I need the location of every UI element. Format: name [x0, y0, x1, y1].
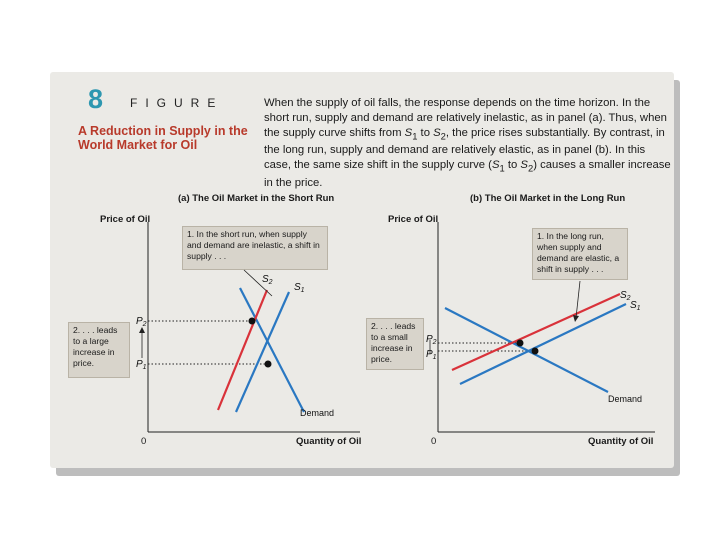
panel-b-equilibrium-old — [532, 348, 539, 355]
panel-a-y-axis-label: Price of Oil — [100, 214, 151, 225]
figure-title: A Reduction in Supply in the World Market for Oil — [78, 124, 248, 152]
panel-a-callout-price: 2. . . . leads to a large increase in price. — [68, 322, 130, 378]
panel-a-title: (a) The Oil Market in the Short Run — [178, 193, 335, 204]
panel-b-demand-label: Demand — [608, 394, 643, 404]
panel-b-title: (b) The Oil Market in the Long Run — [470, 193, 626, 204]
panel-b-supply-s1-curve — [460, 304, 626, 384]
panel-b-shift-arrowhead — [573, 315, 579, 322]
panel-a-s2-label: $S_2$ — [262, 274, 273, 286]
figure-number: 8 — [88, 84, 104, 114]
panel-a-supply-s2-curve — [218, 290, 267, 410]
panel-b-s1-label: $S_1$ — [630, 300, 641, 312]
panel-a-callout-shift: 1. In the short run, when supply and demand are inelastic, a shift in supply . . . — [182, 226, 328, 270]
panel-a-origin: 0 — [141, 436, 147, 447]
panel-b-callout-shift: 1. In the long run, when supply and demand are elastic, a shift in supply . . . — [532, 228, 628, 280]
panel-b-p1-label: $P_1$ — [426, 349, 437, 361]
panel-b-s2-label: $S_2$ — [620, 290, 631, 302]
panel-b-origin: 0 — [431, 436, 437, 447]
panel-a-p1-label: $P_1$ — [136, 359, 147, 371]
panel-a-s1-label: $S_1$ — [294, 282, 305, 294]
figure-word: FIGURE — [130, 96, 224, 110]
panel-a-demand-label: Demand — [300, 408, 335, 418]
panel-a-equilibrium-new — [249, 318, 256, 325]
panel-b-equilibrium-new — [517, 340, 524, 347]
panel-b-y-axis-label: Price of Oil — [388, 214, 439, 225]
panel-b-x-axis-label: Quantity of Oil — [588, 436, 654, 447]
panel-a-equilibrium-old — [265, 361, 272, 368]
panel-a-p2-label: $P_2$ — [136, 316, 147, 328]
panel-a-x-axis-label: Quantity of Oil — [296, 436, 362, 447]
panel-b-callout-price: 2. . . . leads to a small increase in price. — [366, 318, 424, 370]
panel-b-supply-s2-curve — [452, 294, 620, 370]
panel-a-supply-s1-curve — [236, 292, 289, 412]
panel-b-p2-label: $P_2$ — [426, 334, 437, 346]
figure-caption: When the supply of oil falls, the response depends on the time horizon. In the short run, supply and demand are relatively inelastic, as in panel (a). Thus, when the supply curve shifts from $S_1$ to $S_2$, the price rises substantially. By contrast, in the long run, supply and demand are relatively elastic, as in panel (b). In this case, the same size shift in the supply curve ($S_1$ to $S_2$) causes a smaller increase in the price. — [264, 97, 671, 189]
panel-a-demand-curve — [240, 288, 304, 412]
